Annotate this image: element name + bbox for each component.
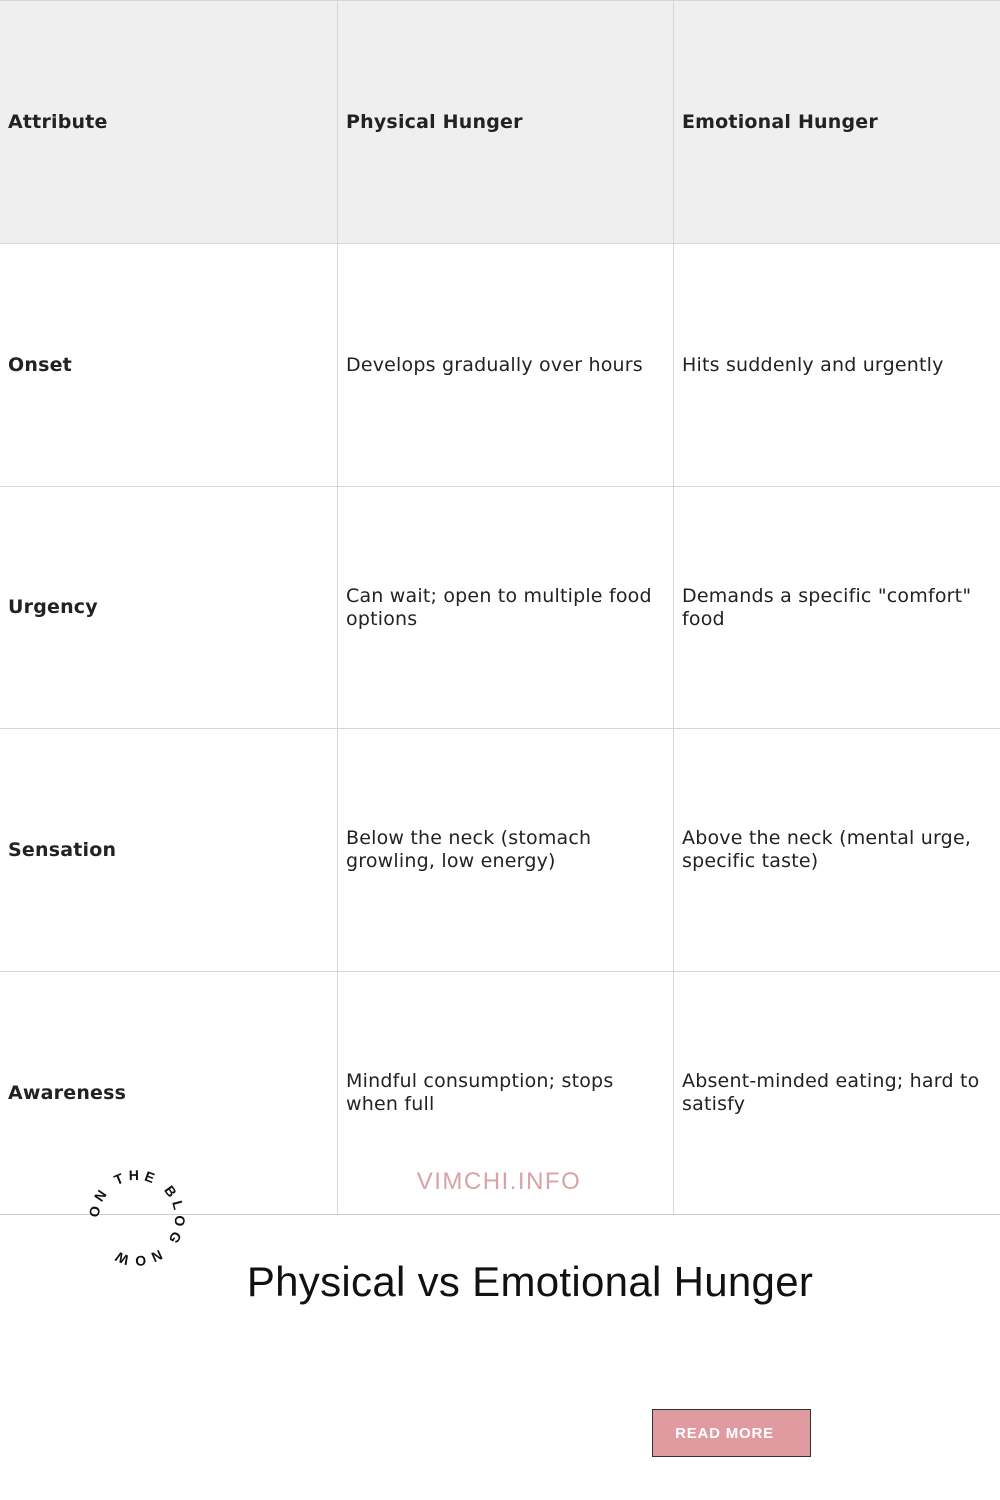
table-cell-physical: Below the neck (stomach growling, low energy) — [337, 729, 673, 971]
watermark-text: VIMCHI.INFO — [416, 1168, 582, 1195]
table-cell-physical: Can wait; open to multiple food options — [337, 487, 673, 728]
table-cell-physical: Mindful consumption; stops when full — [337, 972, 673, 1214]
on-the-blog-now-badge — [82, 1163, 192, 1273]
table-cell-attribute: Awareness — [8, 1081, 127, 1104]
read-more-button[interactable]: READ MORE — [652, 1409, 811, 1457]
table-cell-emotional: Demands a specific "comfort" food — [673, 487, 1000, 728]
badge-text-path: ON THE BLOG NOW — [85, 1166, 189, 1270]
table-cell-emotional: Hits suddenly and urgently — [673, 244, 1000, 486]
page-title: Physical vs Emotional Hunger — [246, 1258, 814, 1305]
table-row — [0, 728, 1000, 971]
table-header-row — [0, 0, 1000, 243]
table-cell-attribute: Urgency — [8, 596, 98, 618]
table-cell-physical: Develops gradually over hours — [337, 244, 673, 486]
table-cell-attribute: Sensation — [8, 838, 117, 861]
table-cell-emotional: Above the neck (mental urge, specific taste) — [673, 729, 1000, 971]
table-row — [0, 486, 1000, 728]
table-header-cell: Attribute — [8, 110, 108, 133]
badge-text — [85, 1167, 188, 1269]
table-cell-emotional: Absent-minded eating; hard to satisfy — [673, 972, 1000, 1214]
table-row — [0, 243, 1000, 486]
table-cell-attribute: Onset — [8, 353, 72, 376]
table-header-cell: Physical Hunger — [337, 1, 673, 243]
table-header-cell: Emotional Hunger — [673, 1, 1000, 243]
